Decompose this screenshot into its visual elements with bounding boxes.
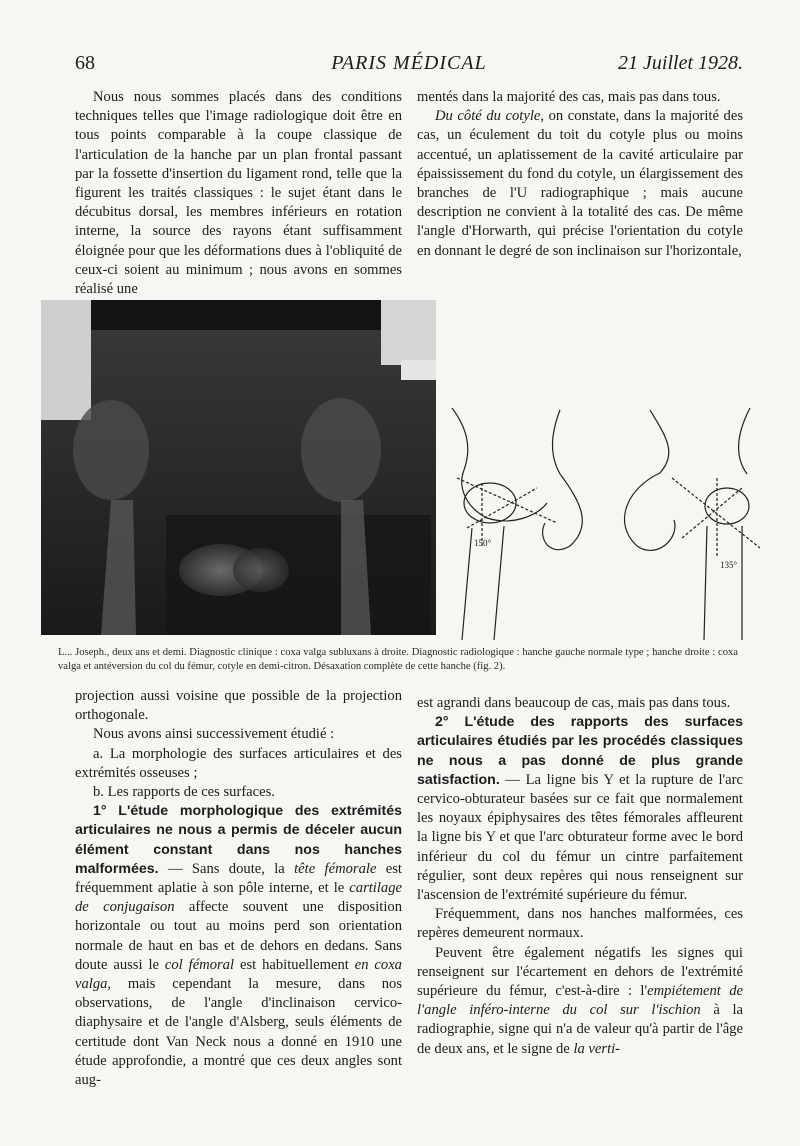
obturator-right	[625, 473, 675, 550]
running-header	[75, 50, 743, 76]
paragraph	[75, 802, 402, 1090]
paragraph-text: est fréquemment aplatie à son pôle interne, et le	[75, 860, 402, 897]
paragraph-text: on constate, dans la majorité des cas, un éculement du toit du cotyle plus ou moins accentué, un aplatissement de la cavité articulaire par épaississement du fond du cotyle, un élargissement des branches de l'U radiographique ; mais aucune description ne convient à la totalité des cas. De même l'angle d'Horwarth, qui précise l'orientation du cotyle en donnant le degré de son inclinaison sur l'horizontale,	[417, 108, 744, 259]
paragraph-text: affecte souvent une disposition horizontale ou tout au moins perd son orientation normale de haut en bas et de dehors en dedans. Sans doute aussi le	[75, 899, 402, 973]
femur-right	[704, 526, 742, 640]
paragraph: Fréquemment, dans nos hanches malformées, ces repères demeurent normaux.	[417, 906, 743, 942]
column-right-top	[417, 88, 743, 261]
paragraph-text: à la radiographie, signe qui n'a de valeur qu'à partir de l'âge de deux ans, et le signe de	[417, 1002, 743, 1057]
journal-title: PARIS MÉDICAL	[331, 52, 487, 74]
paragraph-text: — Sans doute, la	[158, 860, 295, 877]
pelvis-outline-left	[462, 470, 547, 521]
paragraph-text: mais cependant la mesure, dans nos observations, de l'angle d'inclinaison cervico-diaphysaire et de l'angle d'Alsberg, seuls éléments de certitude dont Van Neck nous a donné en 1910 une étude approfondie, a montré que ces deux angles sont aug-	[75, 976, 402, 1089]
paragraph	[417, 713, 743, 905]
paragraph: mentés dans la majorité des cas, mais pas dans tous.	[417, 89, 721, 105]
paragraph: Nous nous sommes placés dans des conditions techniques telles que l'image radiologique doit être en tous points comparable à la coupe classique de l'articulation de la hanche par un plan frontal passant par la fossette d'insertion du ligament rond, telle que la figurent les traités classiques : le sujet étant dans le décubitus dorsal, les membres inférieurs en rotation interne, la source des rayons étant suffisamment éloignée pour que les déformations dues à l'obliquité de ceux-ci soient au minimum ; nous avons en sommes réalisé une	[75, 89, 402, 298]
italic-text: tête fémorale	[294, 860, 377, 877]
iliac-outline-left	[452, 408, 468, 470]
paragraph: Nous avons ainsi successivement étudié :	[93, 726, 335, 743]
italic-text: Du côté du cotyle,	[435, 108, 545, 125]
issue-date: 21 Juillet 1928.	[618, 52, 743, 74]
italic-text: en coxa valga,	[75, 956, 402, 993]
paragraph: projection aussi voisine que possible de la projection orthogonale.	[75, 688, 402, 724]
paragraph-text: est habituellement	[234, 956, 355, 973]
obturator-left	[543, 474, 583, 550]
section-heading: 1° L'étude morphologique des extrémités articulaires ne nous a permis de déceler aucun élément constant dans nos hanches malformées.	[75, 803, 402, 877]
paragraph-text: — La ligne bis Y et la rupture de l'arc cervico-obturateur basées sur ce fait que normalement les noyaux épiphysaires des têtes fémorales affleurent la ligne bis Y et que l'arc obturateur forme avec le bord inférieur du col du fémur un cintre parfaitement régulier, sont deux repères qui nous renseignent sur l'ascension de l'extrémité supérieure du fémur.	[417, 771, 743, 904]
paragraph-text: Peuvent être également négatifs les signes qui renseignent sur l'écartement en dehors de l'extrémité supérieure du fémur, c'est-à-dire : l'	[417, 944, 743, 1000]
paragraph	[417, 107, 743, 261]
hip-diagram	[442, 408, 760, 640]
column-right-bottom	[417, 694, 743, 1059]
list-item: b. Les rapports de ces surfaces.	[93, 784, 275, 801]
iliac-outline-right	[650, 410, 669, 473]
column-left-bottom	[75, 687, 402, 1090]
angle-label-left: 150°	[474, 538, 492, 548]
paragraph	[417, 944, 743, 1059]
list-item: a. La morphologie des surfaces articulaires et des extrémités osseuses ;	[75, 745, 402, 781]
italic-text: empiétement de l'angle inféro-interne du col sur l'ischion	[417, 983, 744, 1019]
angle-label-right: 135°	[720, 560, 738, 570]
italic-text: cartilage de conjugaison	[75, 880, 402, 916]
section-heading: 2° L'étude des rapports des surfaces articulaires étudiés par les procédés classiques ne nous a pas donné de plus grande satisfaction.	[417, 714, 743, 788]
paragraph: est agrandi dans beaucoup de cas, mais pas dans tous.	[417, 695, 731, 711]
iliac-outline-right-inner	[739, 408, 750, 474]
italic-text: la verti-	[573, 1040, 621, 1057]
femoral-head-right	[705, 488, 749, 524]
column-left-top	[75, 88, 402, 299]
italic-text: col fémoral	[164, 956, 235, 973]
radiograph-figure	[41, 300, 436, 635]
page-number: 68	[75, 52, 95, 74]
figure-caption: L... Joseph., deux ans et demi. Diagnostic clinique : coxa valga subluxans à droite. Diagnostic radiologique : hanche gauche normale type ; hanche droite : coxa valga et antéversion du col du fémur, cotyle en demi-citron. Désaxation complète de cette hanche (fig. 2).	[58, 647, 738, 672]
femoral-head-left	[464, 483, 516, 523]
iliac-outline-left-inner	[553, 410, 561, 474]
